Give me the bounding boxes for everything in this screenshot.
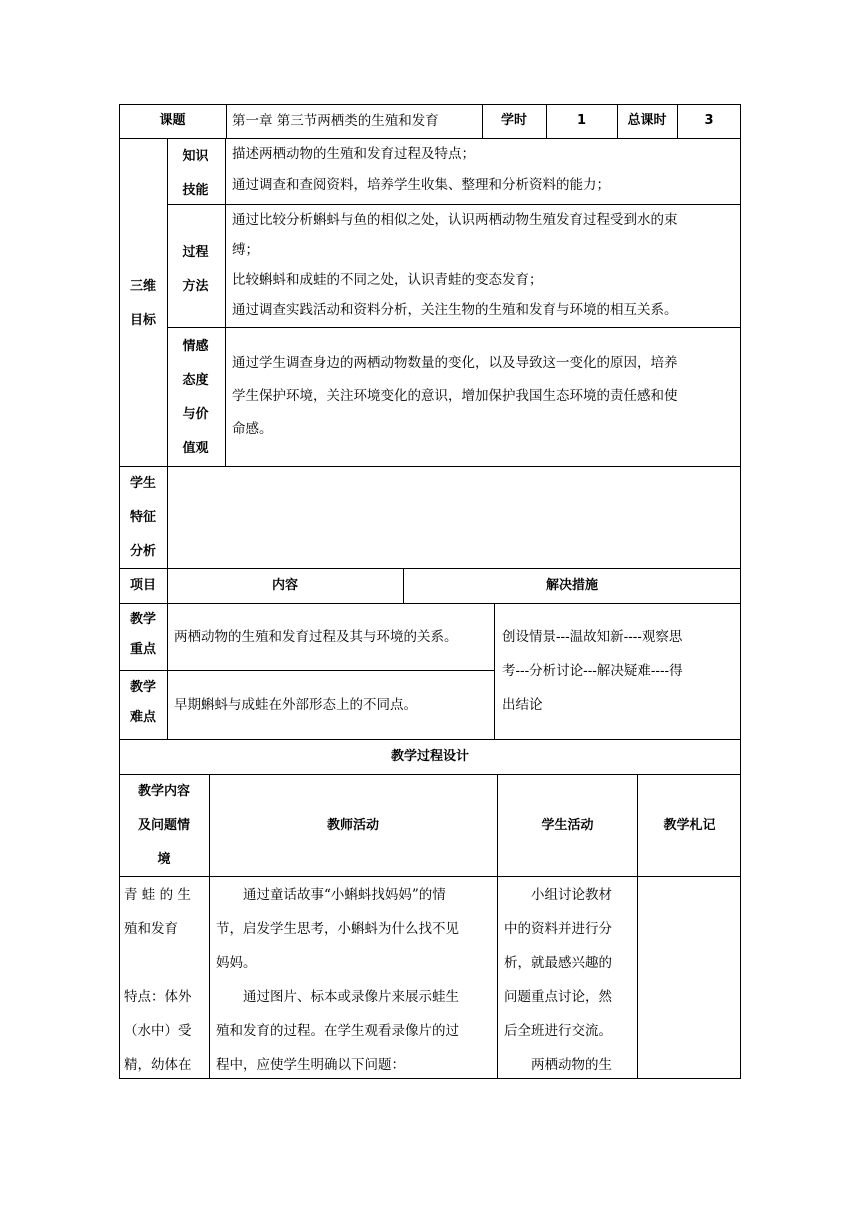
col-divider bbox=[494, 603, 495, 739]
col-divider bbox=[226, 104, 227, 138]
measures-header: 解决措施 bbox=[545, 578, 598, 593]
col-divider bbox=[167, 138, 168, 466]
notes-cell bbox=[638, 878, 741, 1078]
key-point-label: 教学 重点 bbox=[129, 612, 156, 657]
col-divider bbox=[209, 774, 210, 1078]
row-divider bbox=[119, 774, 741, 775]
item-header: 项目 bbox=[129, 578, 156, 593]
table-border bbox=[740, 104, 741, 1079]
col-header-notes: 教学札记 bbox=[663, 818, 716, 833]
objectives-label: 三维 目标 bbox=[129, 279, 156, 328]
total-hours-value: 3 bbox=[704, 113, 714, 128]
content-column: 青 蛙 的 生 殖和发育 特点：体外 （水中）受 精，幼体在 bbox=[124, 887, 192, 1073]
hours-value: 1 bbox=[576, 113, 587, 128]
table-border bbox=[119, 1078, 741, 1079]
table-border bbox=[119, 104, 741, 105]
process-content: 通过比较分析蝌蚪与鱼的相似之处，认识两栖动物生殖发育过程受到水的束 缚； 比较蝌蚪和成蛙的不同之处，认识青蛙的变态发育； 通过调查实践活动和资料分析，关注生物的生殖和发育与环境的相互关系。 bbox=[232, 212, 678, 318]
row-divider bbox=[119, 670, 494, 671]
teacher-activity: 通过童话故事“小蝌蚪找妈妈”的情 节，启发学生思考，小蝌蚪为什么找不见 妈妈。 通过图片、标本或录像片来展示蛙生 殖和发育的过程。在学生观看录像片的过 程中，应使学生明确以下问题： bbox=[216, 887, 459, 1073]
col-divider bbox=[677, 104, 678, 138]
row-divider bbox=[119, 138, 741, 139]
row-divider bbox=[119, 876, 741, 877]
row-divider bbox=[167, 327, 741, 328]
subject-value: 第一章 第三节两栖类的生殖和发育 bbox=[232, 113, 439, 129]
knowledge-label: 知识 技能 bbox=[182, 149, 209, 198]
row-divider bbox=[167, 204, 741, 205]
col-header-student: 学生活动 bbox=[541, 818, 594, 833]
difficult-point-label: 教学 难点 bbox=[129, 680, 156, 725]
row-divider bbox=[119, 603, 741, 604]
col-divider bbox=[482, 104, 483, 138]
row-divider bbox=[119, 466, 741, 467]
content-header: 内容 bbox=[271, 578, 298, 593]
process-label: 过程 方法 bbox=[182, 245, 209, 294]
col-divider bbox=[637, 774, 638, 1078]
col-divider bbox=[617, 104, 618, 138]
row-divider bbox=[119, 739, 741, 740]
col-divider bbox=[546, 104, 547, 138]
col-divider bbox=[497, 774, 498, 1078]
process-design-title: 教学过程设计 bbox=[390, 749, 469, 764]
student-activity: 小组讨论教材 中的资料并进行分 析，就最感兴趣的 问题重点讨论，然 后全班进行交流。 两栖动物的生 bbox=[504, 887, 612, 1073]
measures-content: 创设情景---温故知新----观察思 考---分析讨论---解决疑难----得 出结论 bbox=[502, 629, 683, 713]
emotion-content: 通过学生调查身边的两栖动物数量的变化，以及导致这一变化的原因，培养 学生保护环境，关注环境变化的意识，增加保护我国生态环境的责任感和使 命感。 bbox=[232, 355, 678, 437]
difficult-point-content: 早期蝌蚪与成蛙在外部形态上的不同点。 bbox=[174, 697, 417, 713]
subject-label: 课题 bbox=[159, 113, 186, 128]
key-point-content: 两栖动物的生殖和发育过程及其与环境的关系。 bbox=[174, 629, 458, 645]
student-analysis-label: 学生 特征 分析 bbox=[129, 476, 156, 559]
col-header-teacher: 教师活动 bbox=[326, 818, 379, 833]
col-divider bbox=[225, 138, 226, 466]
col-divider bbox=[403, 568, 404, 603]
col-divider bbox=[167, 466, 168, 739]
col-header-content: 教学内容 及问题情 境 bbox=[137, 784, 190, 867]
knowledge-content: 描述两栖动物的生殖和发育过程及特点； 通过调查和查阅资料，培养学生收集、整理和分析资料的能力； bbox=[232, 146, 610, 193]
emotion-label: 情感 态度 与价 值观 bbox=[182, 339, 209, 456]
hours-label: 学时 bbox=[500, 113, 527, 128]
row-divider bbox=[119, 568, 741, 569]
total-hours-label: 总课时 bbox=[627, 113, 667, 128]
table-border bbox=[119, 104, 120, 1079]
